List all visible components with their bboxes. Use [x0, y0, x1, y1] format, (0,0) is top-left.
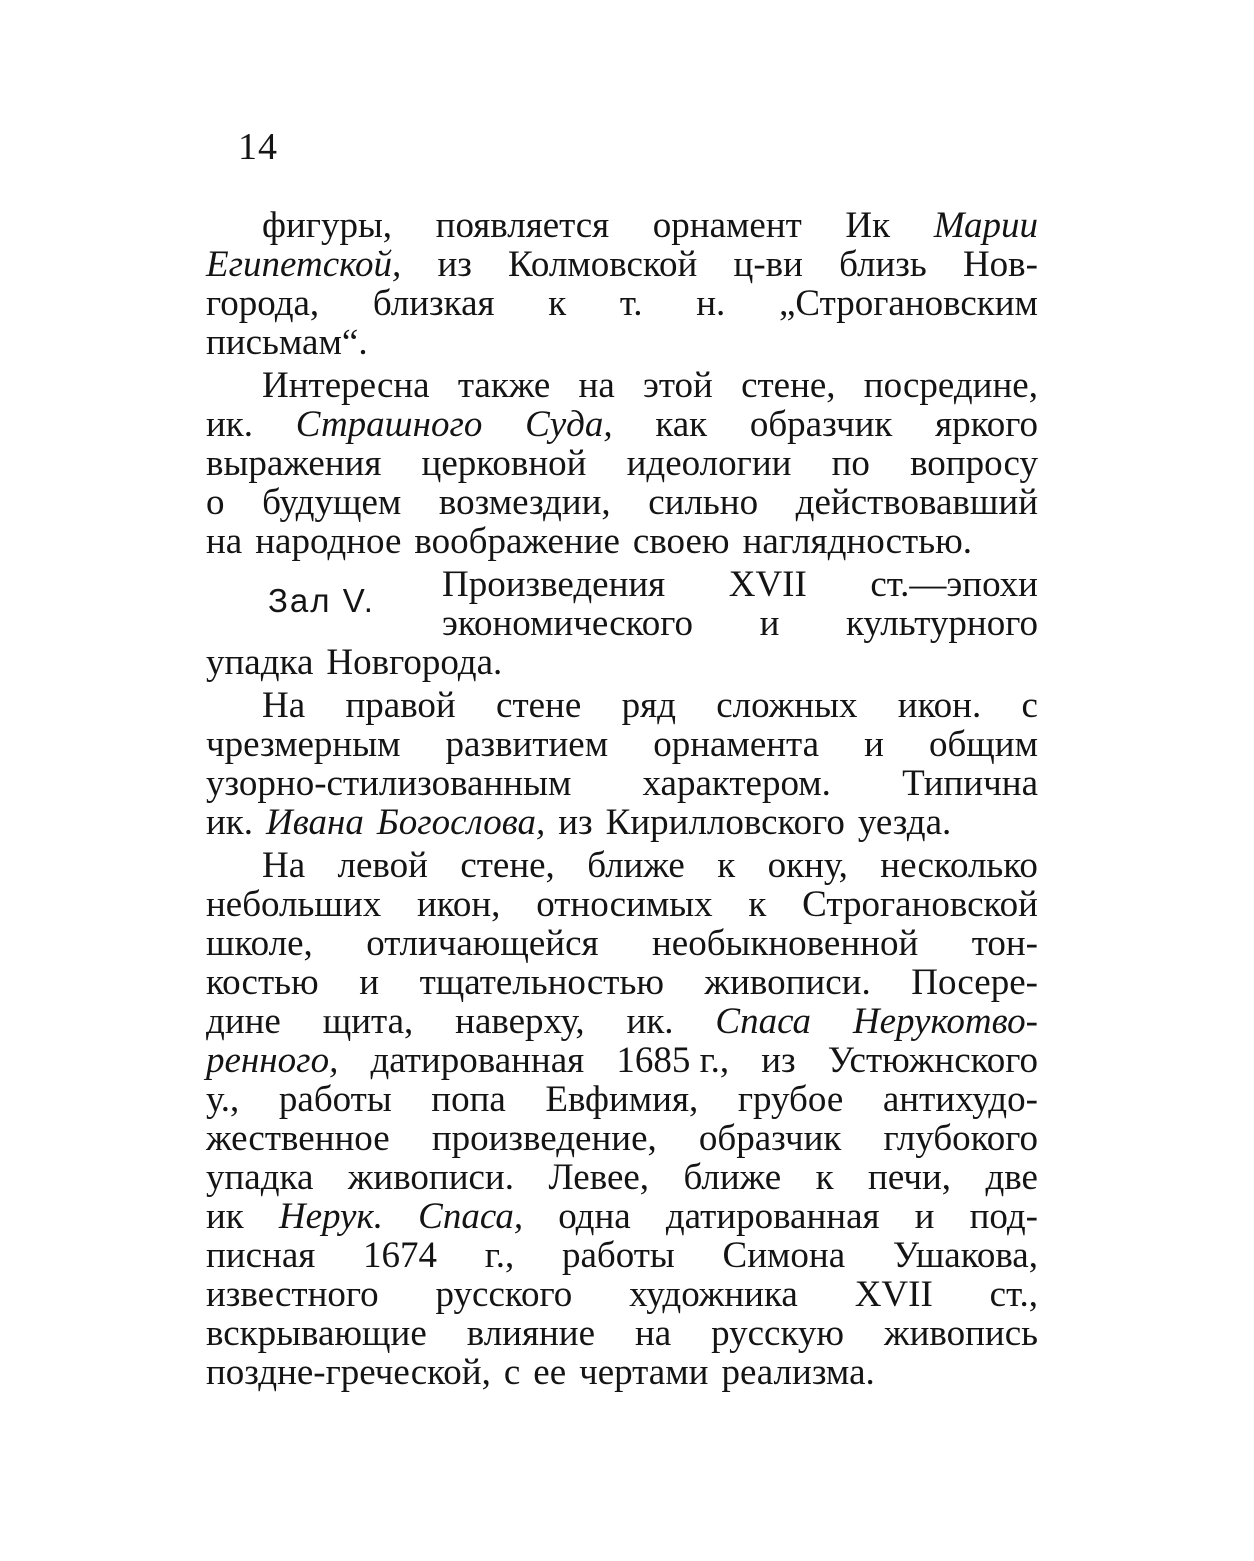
word: орнамента — [653, 724, 820, 765]
word: развитием — [445, 724, 609, 765]
word: Нов- — [962, 244, 1038, 285]
word: На — [262, 845, 306, 886]
word: печи, — [868, 1157, 951, 1198]
paragraph — [206, 846, 1038, 1392]
word: щита, — [322, 1001, 414, 1042]
word: города, — [206, 283, 320, 324]
word: как — [655, 404, 708, 445]
word: на — [634, 1313, 672, 1354]
word: с — [503, 1352, 521, 1393]
word: чертами — [579, 1352, 709, 1393]
word: с — [1021, 685, 1038, 726]
word: датированная — [370, 1040, 585, 1081]
word: правой — [345, 685, 456, 726]
paragraph — [206, 206, 1038, 362]
word: 1685 г., — [616, 1040, 730, 1081]
word: окну, — [767, 845, 848, 886]
word: костью — [206, 962, 319, 1003]
word: появляется — [435, 205, 610, 246]
word: левой — [337, 845, 428, 886]
word: Египетской, — [206, 244, 402, 285]
word: на — [206, 521, 243, 562]
word: Ик — [845, 205, 891, 246]
word: На — [262, 685, 306, 726]
word: русскую — [711, 1313, 845, 1354]
hall-heading — [206, 565, 1038, 643]
word: глубокого — [883, 1118, 1038, 1159]
word: Суда, — [525, 404, 613, 445]
word: Симона — [722, 1235, 846, 1276]
word: Спаса, — [418, 1196, 524, 1237]
word: попа — [431, 1079, 506, 1120]
word: по — [831, 443, 870, 484]
word: отличающейся — [366, 923, 599, 964]
word: Кирилловского — [605, 802, 845, 843]
text-line — [206, 643, 1038, 682]
paragraph — [206, 686, 1038, 842]
word: реализма. — [721, 1352, 875, 1393]
word: уезда. — [857, 802, 952, 843]
word: несколько — [880, 845, 1038, 886]
word: выражения — [206, 443, 382, 484]
word: Левее, — [548, 1157, 650, 1198]
word: народное — [255, 521, 402, 562]
word: необыкновенной — [651, 923, 919, 964]
word: Спаса — [715, 1001, 812, 1042]
word: антихудо- — [882, 1079, 1038, 1120]
word: и — [864, 724, 884, 765]
word: близкая — [372, 283, 495, 324]
word: н. — [696, 283, 726, 324]
word: ст., — [989, 1274, 1038, 1315]
word: Страшного — [295, 404, 483, 445]
word: Нерук. — [278, 1196, 384, 1237]
word: близь — [839, 244, 927, 285]
word: 1674 — [363, 1235, 437, 1276]
word: Новгорода. — [326, 642, 503, 683]
word: ее — [533, 1352, 567, 1393]
word: фигуры, — [262, 205, 393, 246]
word: стене — [496, 685, 582, 726]
text-line — [206, 963, 1038, 1002]
word: Колмовской — [508, 244, 698, 285]
word: ближе — [587, 845, 685, 886]
paragraph — [206, 366, 1038, 561]
word: наглядностью. — [742, 521, 972, 562]
word: посредине, — [863, 365, 1038, 406]
text-line — [206, 245, 1038, 284]
word: к — [548, 283, 567, 324]
word: этой — [642, 365, 713, 406]
word: Ивана — [266, 802, 364, 843]
text-line — [206, 846, 1038, 885]
word: ик. — [206, 404, 254, 445]
word: живописи. — [704, 962, 871, 1003]
word: упадка — [206, 642, 314, 683]
text-line — [206, 1119, 1038, 1158]
word: т. — [619, 283, 643, 324]
word: „Строгановским — [778, 283, 1038, 324]
word: ик — [206, 1196, 244, 1237]
text-line — [206, 803, 1038, 842]
word: Богослова, — [376, 802, 546, 843]
text-line — [206, 1080, 1038, 1119]
text-line — [206, 764, 1038, 803]
word: Евфимия, — [545, 1079, 699, 1120]
word: Строгановской — [802, 884, 1038, 925]
word: письмам“. — [206, 322, 368, 363]
word: относимых — [536, 884, 713, 925]
word: будущем — [262, 482, 402, 523]
word: стене, — [460, 845, 555, 886]
word: из — [558, 802, 593, 843]
body-text — [206, 206, 1038, 1396]
word: вскрывающие — [206, 1313, 427, 1354]
word: русского — [435, 1274, 573, 1315]
word: ренного, — [206, 1040, 339, 1081]
word: две — [985, 1157, 1038, 1198]
word: XVII — [728, 564, 807, 605]
word: Типична — [902, 763, 1038, 804]
word: о — [206, 482, 225, 523]
word: ряд — [621, 685, 676, 726]
text-line — [206, 686, 1038, 725]
word: идеологии — [626, 443, 792, 484]
word: влияние — [466, 1313, 596, 1354]
text-line — [206, 885, 1038, 924]
word: работы — [561, 1235, 675, 1276]
word: характером. — [642, 763, 831, 804]
page-number: 14 — [238, 126, 278, 168]
text-line — [206, 444, 1038, 483]
word: наверху, — [455, 1001, 585, 1042]
word: образчик — [698, 1118, 842, 1159]
text-line — [442, 604, 1038, 643]
word: экономического — [442, 603, 694, 644]
word: и — [914, 1196, 935, 1237]
text-line — [206, 1236, 1038, 1275]
word: из — [761, 1040, 796, 1081]
word: воображение — [414, 521, 620, 562]
word: к — [717, 845, 736, 886]
word: Марии — [933, 205, 1038, 246]
word: сильно — [648, 482, 759, 523]
word: вопросу — [910, 443, 1038, 484]
word: произведение, — [431, 1118, 657, 1159]
hall-description — [442, 565, 1038, 643]
word: икон, — [416, 884, 501, 925]
word: жественное — [206, 1118, 390, 1159]
word: сложных — [716, 685, 858, 726]
word: образчик — [749, 404, 893, 445]
word: упадка — [206, 1157, 314, 1198]
word: ик. — [206, 802, 254, 843]
text-line — [442, 565, 1038, 604]
word: на — [578, 365, 615, 406]
word: и — [759, 603, 780, 644]
word: яркого — [935, 404, 1038, 445]
word: чрезмерным — [206, 724, 401, 765]
word: дине — [206, 1001, 281, 1042]
word: культурного — [845, 603, 1038, 644]
word: ц-ви — [733, 244, 803, 285]
text-line — [206, 1002, 1038, 1041]
word: общим — [928, 724, 1038, 765]
word: ст.—эпохи — [870, 564, 1038, 605]
text-line — [206, 725, 1038, 764]
word: г., — [484, 1235, 515, 1276]
text-line — [206, 284, 1038, 323]
text-line — [206, 522, 1038, 561]
word: церковной — [421, 443, 587, 484]
word: ик. — [626, 1001, 674, 1042]
word: тон- — [971, 923, 1038, 964]
word: у., — [206, 1079, 240, 1120]
word: одна — [558, 1196, 631, 1237]
word: Нерукотво- — [852, 1001, 1038, 1042]
word: стене, — [741, 365, 836, 406]
word: возмездии, — [438, 482, 611, 523]
word: художника — [629, 1274, 798, 1315]
word: Интересна — [262, 365, 430, 406]
text-line — [206, 366, 1038, 405]
text-line — [206, 405, 1038, 444]
text-line — [206, 1197, 1038, 1236]
word: узорно-стилизованным — [206, 763, 572, 804]
text-line — [206, 1158, 1038, 1197]
word: ближе — [683, 1157, 782, 1198]
text-line — [206, 924, 1038, 963]
word: своею — [632, 521, 730, 562]
text-line — [206, 1353, 1038, 1392]
text-line — [206, 206, 1038, 245]
word: Ушакова, — [892, 1235, 1038, 1276]
word: поздне-греческой, — [206, 1352, 491, 1393]
word: к — [748, 884, 767, 925]
word: писная — [206, 1235, 316, 1276]
word: к — [815, 1157, 834, 1198]
word: и — [359, 962, 380, 1003]
word: небольших — [206, 884, 382, 925]
word: работы — [278, 1079, 392, 1120]
word: тщательностью — [419, 962, 664, 1003]
word: живописи. — [347, 1157, 514, 1198]
text-line — [206, 323, 1038, 362]
word: XVII — [854, 1274, 933, 1315]
word: известного — [206, 1274, 379, 1315]
word: икон. — [897, 685, 982, 726]
word: датированная — [665, 1196, 880, 1237]
word: живопись — [884, 1313, 1038, 1354]
word: школе, — [206, 923, 313, 964]
word: Произведения — [442, 564, 666, 605]
word: также — [457, 365, 551, 406]
word: из — [437, 244, 472, 285]
hall-label: Зал V. — [268, 582, 375, 619]
text-line — [206, 1275, 1038, 1314]
word: Посере- — [911, 962, 1038, 1003]
text-line — [206, 483, 1038, 522]
word: под- — [969, 1196, 1038, 1237]
word: орнамент — [652, 205, 802, 246]
word: грубое — [737, 1079, 844, 1120]
word: действовавший — [795, 482, 1038, 523]
word: Устюжнского — [827, 1040, 1038, 1081]
text-line — [206, 1041, 1038, 1080]
text-line — [206, 1314, 1038, 1353]
